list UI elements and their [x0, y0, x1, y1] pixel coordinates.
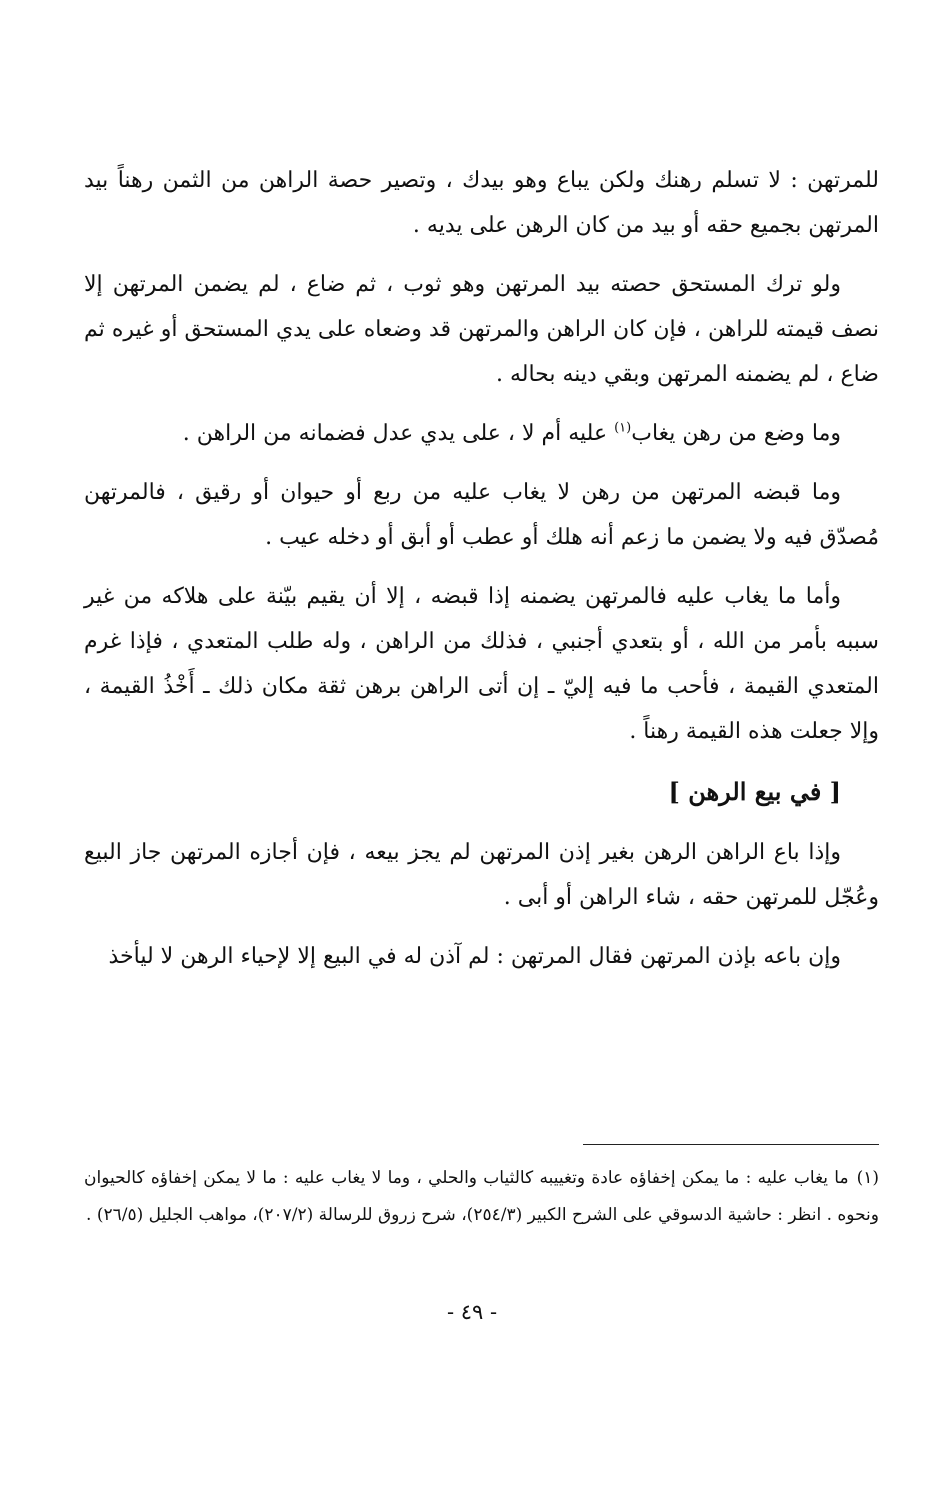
- footnotes: [84, 1160, 879, 1234]
- section-heading: [ في بيع الرهن ]: [668, 777, 841, 806]
- paragraph-7: وإن باعه بإذن المرتهن فقال المرتهن : لم آذن له في البيع إلا لإحياء الرهن لا ليأخذ: [108, 944, 841, 969]
- footnote-number: (١): [856, 1168, 879, 1188]
- footnote-reference[interactable]: (١): [614, 420, 632, 436]
- paragraph-3: [84, 411, 879, 456]
- paragraph-1: للمرتهن : لا تسلم رهنك ولكن يباع وهو بيدك ، وتصير حصة الراهن من الثمن رهناً بيد المرتهن بجميع حقه أو بيد من كان الرهن على يديه .: [84, 168, 879, 238]
- paragraph-2: ولو ترك المستحق حصته بيد المرتهن وهو ثوب ، ثم ضاع ، لم يضمن المرتهن إلا نصف قيمته للراهن ، فإن كان الراهن والمرتهن قد وضعاه على يدي المستحق أو غيره ثم ضاع ، لم يضمنه المرتهن وبقي دينه بحاله .: [84, 272, 879, 387]
- paragraph-5: وأما ما يغاب عليه فالمرتهن يضمنه إذا قبضه ، إلا أن يقيم بيّنة على هلاكه من غير سببه بأمر من الله ، أو بتعدي أجنبي ، فذلك من الراهن ، وله طلب المتعدي ، فإذا غرم المتعدي القيمة ، فأحب ما فيه إليّ ـ إن أتى الراهن برهن ثقة مكان ذلك ـ أَخْذُ القيمة ، وإلا جعلت هذه القيمة رهناً .: [84, 584, 879, 744]
- footnote-text: ما يغاب عليه : ما يمكن إخفاؤه عادة وتغييبه كالثياب والحلي ، وما لا يغاب عليه : ما لا يمكن إخفاؤه كالحيوان ونحوه . انظر : حاشية الدسوقي على الشرح الكبير (٢٥٤/٣)، شرح زروق للرسالة (٢٠٧/٢)، مواهب الجليل (٢٦/٥) .: [84, 1168, 879, 1225]
- footnote-divider: [583, 1144, 879, 1145]
- page-number: - ٤٩ -: [446, 1300, 498, 1324]
- paragraph-6: وإذا باع الراهن الرهن بغير إذن المرتهن لم يجز بيعه ، فإن أجازه المرتهن جاز البيع وعُجّل للمرتهن حقه ، شاء الراهن أو أبى .: [84, 840, 879, 910]
- paragraph-4: وما قبضه المرتهن من رهن لا يغاب عليه من ربع أو حيوان أو رقيق ، فالمرتهن مُصدّق فيه ولا يضمن ما زعم أنه هلك أو عطب أو أبق أو دخله عيب .: [84, 480, 879, 550]
- paragraph-3-before-note: وما وضع من رهن يغاب: [631, 421, 841, 446]
- paragraph-3-after-note: عليه أم لا ، على يدي عدل فضمانه من الراهن .: [182, 421, 615, 446]
- footnote-1: [84, 1160, 879, 1234]
- main-text: [84, 158, 879, 993]
